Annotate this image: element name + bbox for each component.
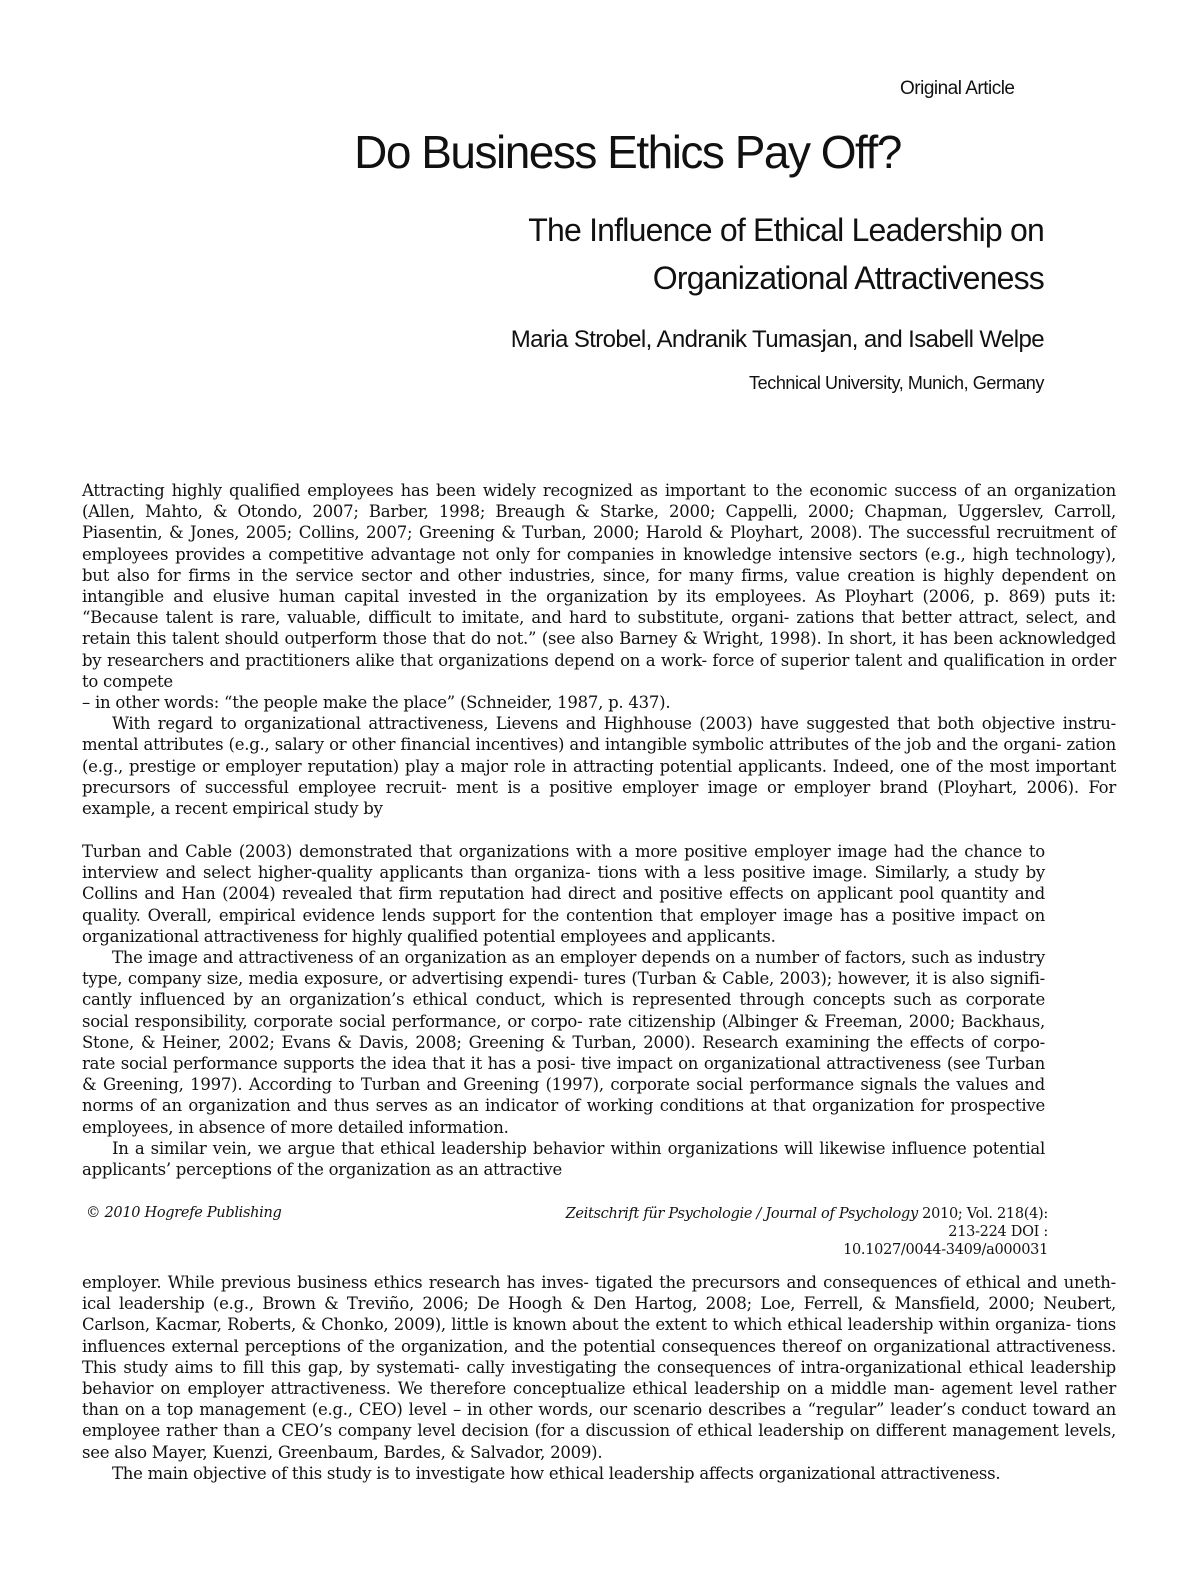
paragraph: In a similar vein, we argue that ethical leadership behavior within organizations will likewise influence potential applicants’ perceptions of the organization as an attractive: [82, 1138, 1045, 1180]
author-affiliation: Technical University, Munich, Germany: [749, 373, 1044, 393]
paragraph: – in other words: “the people make the place” (Schneider, 1987, p. 437).: [82, 693, 671, 713]
subtitle-line-2: Organizational Attractiveness: [652, 260, 1044, 296]
body-text-block-3: [82, 1272, 1116, 1484]
body-text-block-2: [82, 841, 1045, 1180]
journal-issue: 2010; Vol. 218(4):: [917, 1206, 1048, 1222]
copyright-notice: © 2010 Hogrefe Publishing: [86, 1205, 282, 1221]
paragraph: The image and attractiveness of an organization as an employer depends on a number of factors, such as industry type, company size, media exposure, or advertising expendi- tures (Turban & Cable, 2003); however, it is also signifi- cantly influenced by an organization’s ethical conduct, which is represented through concepts such as corporate social responsibility, corporate social performance, or corpo- rate citizenship (Albinger & Freeman, 2000; Backhaus, Stone, & Heiner, 2002; Evans & Davis, 2008; Greening & Turban, 2000). Research examining the effects of corpo- rate social performance supports the idea that it has a posi- tive impact on organizational attractiveness (see Turban & Greening, 1997). According to Turban and Greening (1997), corporate social performance signals the values and norms of an organization and thus serves as an indicator of working conditions at that organization for prospective employees, in absence of more detailed information.: [82, 948, 1045, 1137]
subtitle-line-1: The Influence of Ethical Leadership on: [528, 212, 1044, 248]
article-title: Do Business Ethics Pay Off?: [354, 126, 901, 178]
article-subtitle: [528, 206, 1044, 302]
doi-number: 10.1027/0044-3409/a000031: [843, 1242, 1048, 1258]
paragraph: The main objective of this study is to investigate how ethical leadership affects organizational attractiveness.: [112, 1463, 1001, 1483]
paragraph: employer. While previous business ethics research has inves- tigated the precursors and consequences of ethical and uneth- ical leadership (e.g., Brown & Treviño, 2006; De Hoogh & Den Hartog, 2008; Loe, Ferrell, & Mansfield, 2000; Neubert, Carlson, Kacmar, Roberts, & Chonko, 2009), little is known about the extent to which ethical leadership within organiza- tions influences external perceptions of the organization, and the potential consequences thereof on organizational attractiveness. This study aims to fill this gap, by systemati- cally investigating the consequences of intra-organizational ethical leadership behavior on employer attractiveness. We therefore conceptualize ethical leadership on a middle man- agement level rather than on a top management (e.g., CEO) level – in other words, our scenario describes a “regular” leader’s conduct toward an employee rather than a CEO’s company level decision (for a discussion of ethical leadership on different management levels, see also Mayer, Kuenzi, Greenbaum, Bardes, & Salvador, 2009).: [82, 1273, 1116, 1462]
journal-name: Zeitschrift für Psychologie / Journal of Psychology: [565, 1206, 918, 1222]
article-type-label: Original Article: [900, 78, 1015, 99]
journal-citation: [488, 1205, 1048, 1259]
paragraph: Turban and Cable (2003) demonstrated that organizations with a more positive employer image had the chance to interview and select higher-quality applicants than organiza- tions with a less positive image. Similarly, a study by Collins and Han (2004) revealed that firm reputation had direct and positive effects on applicant pool quantity and quality. Overall, empirical evidence lends support for the contention that employer image has a positive impact on organizational attractiveness for highly qualified potential employees and applicants.: [82, 842, 1045, 946]
paragraph: With regard to organizational attractiveness, Lievens and Highhouse (2003) have suggested that both objective instru- mental attributes (e.g., salary or other financial incentives) and intangible symbolic attributes of the job and the organi- zation (e.g., prestige or employer reputation) play a major role in attracting potential applicants. Indeed, one of the most important precursors of successful employee recruit- ment is a positive employer image or employer brand (Ployhart, 2006). For example, a recent empirical study by: [82, 714, 1116, 819]
author-list: Maria Strobel, Andranik Tumasjan, and Isabell Welpe: [510, 326, 1044, 353]
page-range-doi-label: 213-224 DOI :: [948, 1224, 1048, 1240]
body-text-block-1: [82, 480, 1116, 819]
paragraph: Attracting highly qualified employees has been widely recognized as important to the economic success of an organization (Allen, Mahto, & Otondo, 2007; Barber, 1998; Breaugh & Starke, 2000; Cappelli, 2000; Chapman, Uggerslev, Carroll, Piasentin, & Jones, 2005; Collins, 2007; Greening & Turban, 2000; Harold & Ployhart, 2008). The successful recruitment of employees provides a competitive advantage not only for companies in knowledge intensive sectors (e.g., high technology), but also for firms in the service sector and other industries, since, for many firms, value creation is highly dependent on intangible and elusive human capital invested in the organization by its employees. As Ployhart (2006, p. 869) puts it: “Because talent is rare, valuable, difficult to imitate, and hard to substitute, organi- zations that better attract, select, and retain this talent should outperform those that do not.” (see also Barney & Wright, 1998). In short, it has been acknowledged by researchers and practitioners alike that organizations depend on a work- force of superior talent and qualification in order to compete: [82, 481, 1116, 691]
